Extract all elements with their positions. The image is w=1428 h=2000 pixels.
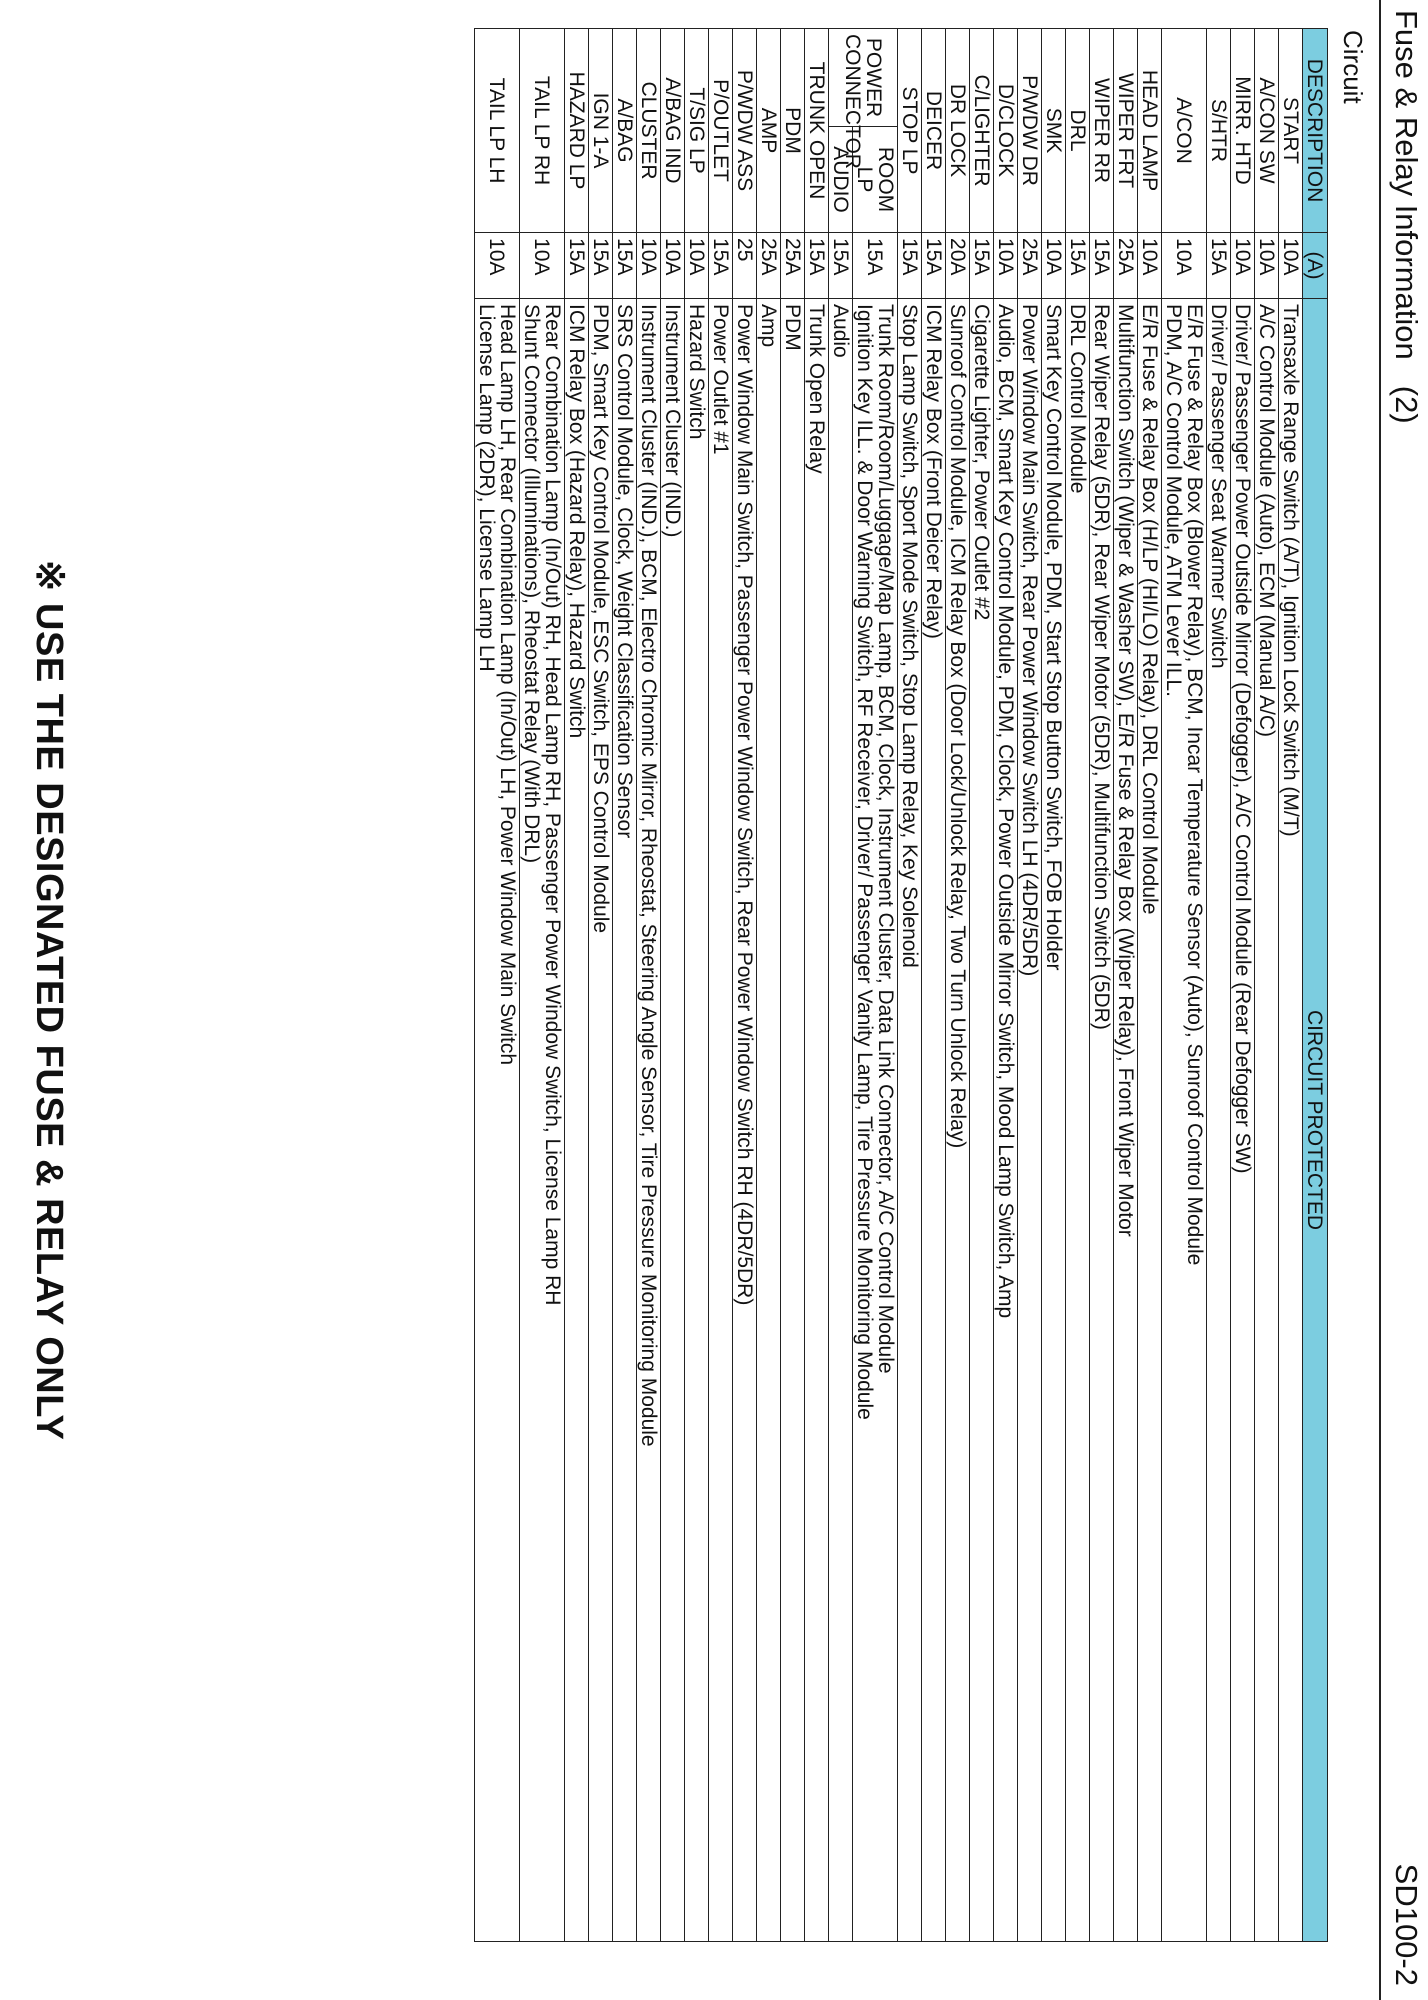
row-amperage: 10A	[661, 233, 685, 299]
row-description: PDM	[781, 29, 805, 233]
table-row	[946, 29, 970, 1942]
row-circuit: Stop Lamp Switch, Sport Mode Switch, Stop Lamp Relay, Key Solenoid	[898, 299, 922, 1942]
header-rule	[1379, 0, 1381, 2000]
row-circuit: Power Window Main Switch, Rear Power Window Switch LH (4DR/5DR)	[1018, 299, 1042, 1942]
row-description: TAIL LP RH	[520, 29, 565, 233]
row-circuit: Instrument Cluster (IND.)	[661, 299, 685, 1942]
row-amperage: 25A	[1114, 233, 1138, 299]
row-description: AMP	[757, 29, 781, 233]
table-row	[1042, 29, 1066, 1942]
table-row	[661, 29, 685, 1942]
table-row	[1138, 29, 1162, 1942]
table-row	[781, 29, 805, 1942]
row-amperage: 10A	[1042, 233, 1066, 299]
row-amperage: 20A	[946, 233, 970, 299]
fuse-relay-notice: ※ USE THE DESIGNATED FUSE & RELAY ONLY	[28, 559, 70, 1441]
row-circuit: Hazard Switch	[685, 299, 709, 1942]
row-description: D/CLOCK	[994, 29, 1018, 233]
row-amperage: 15A	[709, 233, 733, 299]
table-row	[1018, 29, 1042, 1942]
table-row	[853, 29, 898, 1942]
row-description: HEAD LAMP	[1138, 29, 1162, 233]
row-circuit: PDM	[781, 299, 805, 1942]
row-description: STOP LP	[898, 29, 922, 233]
table-row	[1162, 29, 1207, 1942]
row-amperage: 15A	[970, 233, 994, 299]
table-row	[637, 29, 661, 1942]
row-circuit: Head Lamp LH, Rear Combination Lamp (In/Out) LH, Power Window Main Switch License Lamp (2DR), License Lamp LH	[475, 299, 520, 1942]
row-description: DEICER	[922, 29, 946, 233]
row-description: C/LIGHTER	[970, 29, 994, 233]
row-amperage: 10A	[685, 233, 709, 299]
table-row	[565, 29, 589, 1942]
row-description: AUDIO	[829, 127, 853, 233]
table-row	[1255, 29, 1279, 1942]
row-description: ROOM LP	[853, 127, 898, 233]
row-amperage: 10A	[637, 233, 661, 299]
table-row	[922, 29, 946, 1942]
row-description: WIPER RR	[1090, 29, 1114, 233]
row-description: A/BAG IND	[661, 29, 685, 233]
page-title: Fuse & Relay Information(2)	[1389, 10, 1424, 424]
page-code: SD100-2	[1389, 1863, 1424, 1986]
row-circuit: A/C Control Module (Auto), ECM (Manual A/C)	[1255, 299, 1279, 1942]
row-circuit: Trunk Room/Room/Luggage/Map Lamp, BCM, Clock, Instrument Cluster, Data Link Connector, A/C Control Module Ignition Key ILL. & Door Warning Switch, RF Receiver, Driver/ Passenger Vanity Lamp, Tire Pressure Monitoring Module	[853, 299, 898, 1942]
row-circuit: Sunroof Control Module, ICM Relay Box (Door Lock/Unlock Relay, Two Turn Unlock Relay)	[946, 299, 970, 1942]
row-amperage: 15A	[853, 233, 898, 299]
table-row	[1231, 29, 1255, 1942]
row-description: DR LOCK	[946, 29, 970, 233]
table-row	[733, 29, 757, 1942]
row-amperage: 25	[733, 233, 757, 299]
row-description: START	[1279, 29, 1303, 233]
row-amperage: 10A	[994, 233, 1018, 299]
fuse-table	[474, 28, 1328, 1942]
table-row	[829, 29, 853, 1942]
row-description: WIPER FRT	[1114, 29, 1138, 233]
row-amperage: 10A	[475, 233, 520, 299]
table-row	[709, 29, 733, 1942]
row-description: P/OUTLET	[709, 29, 733, 233]
row-circuit: E/R Fuse & Relay Box (Blower Relay), BCM, Incar Temperature Sensor (Auto), Sunroof Control Module PDM, A/C Control Module, ATM Lever ILL.	[1162, 299, 1207, 1942]
row-amperage: 15A	[589, 233, 613, 299]
row-amperage: 15A	[1207, 233, 1231, 299]
row-circuit: ICM Relay Box (Front Deicer Relay)	[922, 299, 946, 1942]
row-circuit: Rear Wiper Relay (5DR), Rear Wiper Motor (5DR), Multifunction Switch (5DR)	[1090, 299, 1114, 1942]
row-circuit: Audio, BCM, Smart Key Control Module, PDM, Clock, Power Outside Mirror Switch, Mood Lamp Switch, Amp	[994, 299, 1018, 1942]
table-header-row	[1303, 29, 1328, 1942]
row-description: SMK	[1042, 29, 1066, 233]
row-description: P/WDW ASS	[733, 29, 757, 233]
row-circuit: Smart Key Control Module, PDM, Start Stop Button Switch, FOB Holder	[1042, 299, 1066, 1942]
row-amperage: 15A	[898, 233, 922, 299]
row-description: S/HTR	[1207, 29, 1231, 233]
row-amperage: 10A	[1162, 233, 1207, 299]
row-amperage: 15A	[1090, 233, 1114, 299]
row-circuit: Power Window Main Switch, Passenger Power Window Switch, Rear Power Window Switch RH (4DR/5DR)	[733, 299, 757, 1942]
row-circuit: Driver/ Passenger Power Outside Mirror (Defogger), A/C Control Module (Rear Defogger SW)	[1231, 299, 1255, 1942]
row-circuit: E/R Fuse & Relay Box (H/LP (HI/LO) Relay), DRL Control Module	[1138, 299, 1162, 1942]
row-description: IGN 1-A	[589, 29, 613, 233]
row-circuit: PDM, Smart Key Control Module, ESC Switch, EPS Control Module	[589, 299, 613, 1942]
row-circuit: Power Outlet #1	[709, 299, 733, 1942]
row-circuit: DRL Control Module	[1066, 299, 1090, 1942]
col-amperage: (A)	[1303, 233, 1328, 299]
row-description: A/CON	[1162, 29, 1207, 233]
table-row	[685, 29, 709, 1942]
table-row	[898, 29, 922, 1942]
row-circuit: Transaxle Range Switch (A/T), Ignition Lock Switch (M/T)	[1279, 299, 1303, 1942]
row-amperage: 25A	[1018, 233, 1042, 299]
table-row	[475, 29, 520, 1942]
table-row	[520, 29, 565, 1942]
col-circuit-protected: CIRCUIT PROTECTED	[1303, 299, 1328, 1942]
row-amperage: 10A	[1138, 233, 1162, 299]
row-circuit: Multifunction Switch (Wiper & Washer SW), E/R Fuse & Relay Box (Wiper Relay), Front Wiper Motor	[1114, 299, 1138, 1942]
row-description: CLUSTER	[637, 29, 661, 233]
table-row	[805, 29, 829, 1942]
power-connector-label: POWER CONNECTOR	[829, 29, 898, 127]
row-description: MIRR. HTD	[1231, 29, 1255, 233]
row-circuit: Rear Combination Lamp (In/Out) RH, Head Lamp RH, Passenger Power Window Switch, License Lamp RH Shunt Connector (Illuminations), Rheostat Relay (With DRL)	[520, 299, 565, 1942]
section-label: Circuit	[1338, 30, 1368, 104]
row-description: TRUNK OPEN	[805, 29, 829, 233]
row-amperage: 25A	[781, 233, 805, 299]
table-row	[994, 29, 1018, 1942]
row-circuit: Amp	[757, 299, 781, 1942]
table-row	[589, 29, 613, 1942]
row-amperage: 15A	[565, 233, 589, 299]
row-description: TAIL LP LH	[475, 29, 520, 233]
row-description: DRL	[1066, 29, 1090, 233]
table-row	[1066, 29, 1090, 1942]
row-amperage: 10A	[1279, 233, 1303, 299]
row-amperage: 25A	[757, 233, 781, 299]
table-row	[757, 29, 781, 1942]
row-circuit: SRS Control Module, Clock, Weight Classification Sensor	[613, 299, 637, 1942]
row-amperage: 15A	[922, 233, 946, 299]
table-row	[1114, 29, 1138, 1942]
row-amperage: 15A	[829, 233, 853, 299]
col-description: DESCRIPTION	[1303, 29, 1328, 233]
row-amperage: 15A	[1066, 233, 1090, 299]
table-row	[613, 29, 637, 1942]
row-circuit: Driver/ Passenger Seat Warmer Switch	[1207, 299, 1231, 1942]
table-row	[1207, 29, 1231, 1942]
row-circuit: ICM Relay Box (Hazard Relay), Hazard Switch	[565, 299, 589, 1942]
row-circuit: Audio	[829, 299, 853, 1942]
table-row	[1279, 29, 1303, 1942]
row-description: A/BAG	[613, 29, 637, 233]
row-amperage: 10A	[520, 233, 565, 299]
row-amperage: 10A	[1231, 233, 1255, 299]
row-amperage: 10A	[1255, 233, 1279, 299]
row-circuit: Trunk Open Relay	[805, 299, 829, 1942]
row-description: P/WDW DR	[1018, 29, 1042, 233]
row-circuit: Cigarette Lighter, Power Outlet #2	[970, 299, 994, 1942]
row-amperage: 15A	[805, 233, 829, 299]
row-description: T/SIG LP	[685, 29, 709, 233]
row-description: HAZARD LP	[565, 29, 589, 233]
page-number: (2)	[1389, 385, 1424, 424]
table-row	[1090, 29, 1114, 1942]
row-circuit: Instrument Cluster (IND.), BCM, Electro Chromic Mirror, Rheostat, Steering Angle Sensor, Tire Pressure Monitoring Module	[637, 299, 661, 1942]
row-amperage: 15A	[613, 233, 637, 299]
row-description: A/CON SW	[1255, 29, 1279, 233]
table-row	[970, 29, 994, 1942]
